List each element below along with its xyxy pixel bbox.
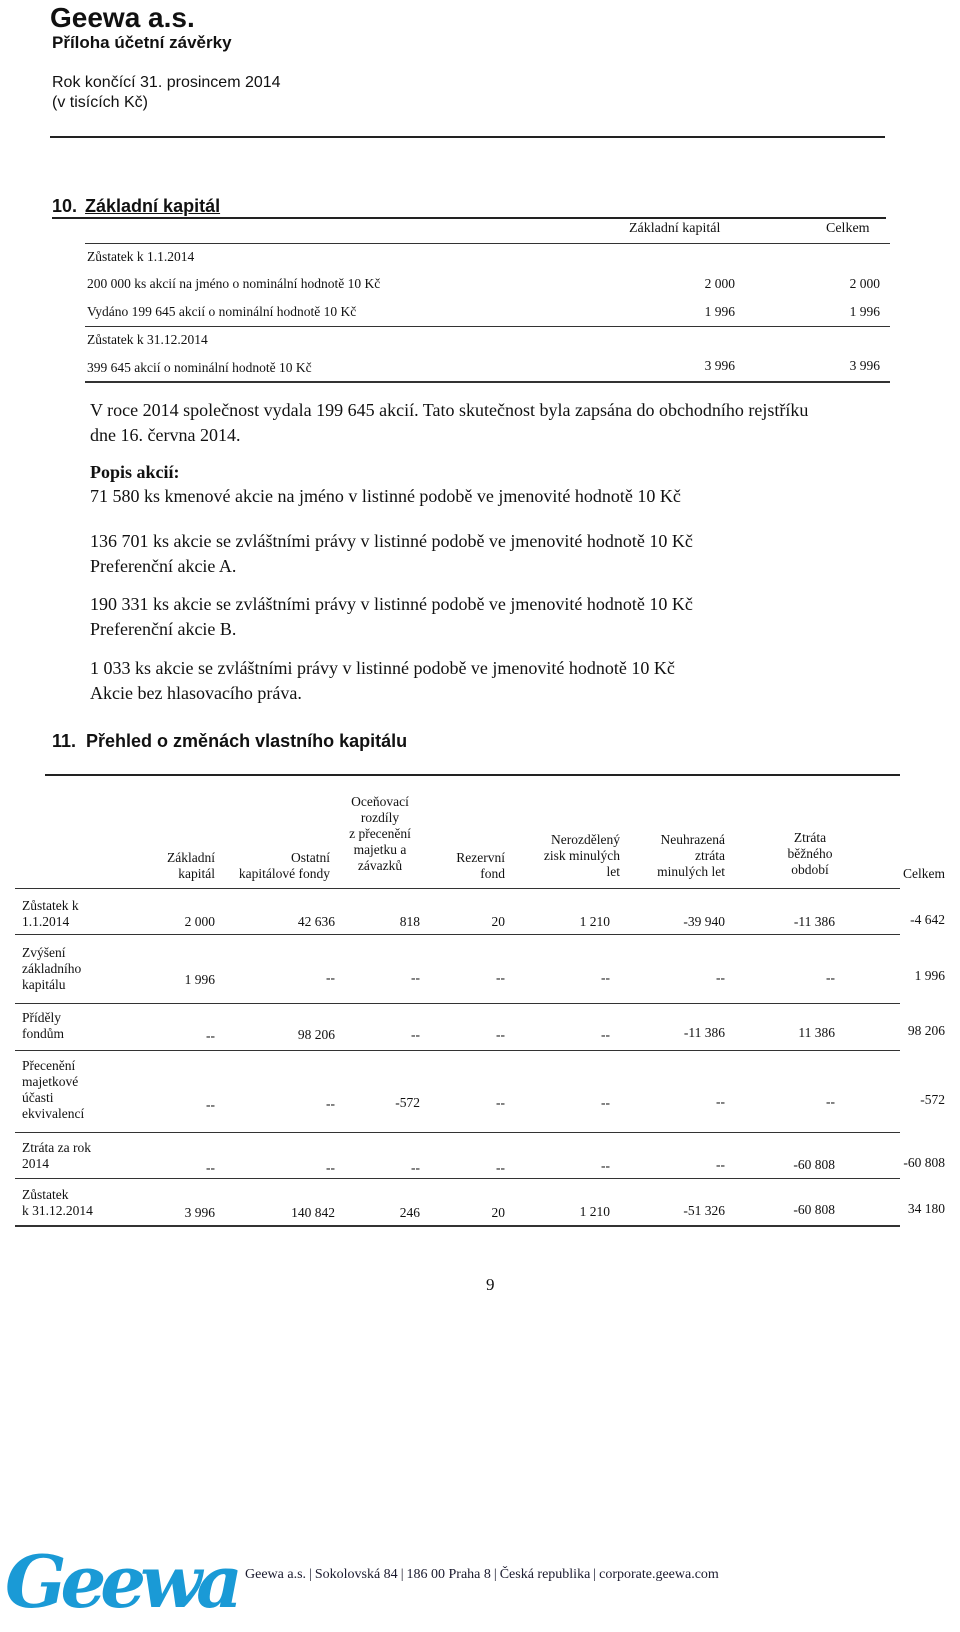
header-line: Základní: [167, 850, 215, 865]
table-cell: --: [411, 1027, 420, 1042]
table-cell: --: [496, 1027, 505, 1042]
col-header-total: Celkem: [826, 221, 870, 236]
label-line: fondům: [22, 1026, 64, 1041]
table-cell: --: [716, 1094, 725, 1109]
table-cell: --: [326, 970, 335, 985]
table-rule: [15, 1003, 900, 1004]
year-line: Rok končící 31. prosincem 2014: [52, 74, 281, 91]
header-line: fond: [480, 866, 505, 881]
text-line: Akcie bez hlasovacího práva.: [90, 683, 302, 703]
table-cell: 42 636: [297, 914, 335, 929]
page-number: 9: [486, 1275, 495, 1294]
table-cell: --: [601, 970, 610, 985]
table-cell: --: [411, 1160, 420, 1175]
table-rule: [15, 1132, 900, 1133]
share-type-3: [90, 592, 890, 642]
text-line: 136 701 ks akcie se zvláštními právy v listinné podobě ve jmenovité hodnotě 10 Kč: [90, 531, 693, 551]
table-rule: [15, 888, 900, 889]
label-line: Příděly: [22, 1010, 61, 1025]
table-cell: 1 210: [579, 914, 610, 929]
label-line: Přecenění: [22, 1058, 76, 1073]
company-name: Geewa a.s.: [50, 2, 195, 33]
row-label: [22, 1140, 91, 1172]
table-row-label: Zůstatek k 31.12.2014: [87, 332, 208, 347]
footer-company: Geewa a.s.: [245, 1567, 307, 1582]
table-cell: 1 996: [704, 304, 735, 319]
shares-description-heading: Popis akcií:: [90, 462, 180, 482]
header-line: kapitálové fondy: [238, 866, 330, 881]
table-cell: 2 000: [704, 276, 735, 291]
table-cell: --: [326, 1096, 335, 1111]
table-rule: [15, 1178, 900, 1179]
table-row-label: 200 000 ks akcií na jméno o nominální hodnotě 10 Kč: [87, 276, 381, 291]
label-line: Zvýšení: [22, 945, 66, 960]
table-row-label: Zůstatek k 1.1.2014: [87, 249, 195, 264]
table-cell: -39 940: [683, 914, 725, 929]
table-cell: --: [601, 1158, 610, 1173]
table-cell: 246: [399, 1205, 420, 1220]
header-line: z přecenění: [349, 826, 411, 841]
table-cell: --: [326, 1160, 335, 1175]
label-line: Ztráta za rok: [22, 1140, 91, 1155]
col-header-share-capital: Základní kapitál: [629, 221, 721, 236]
label-line: kapitálu: [22, 977, 66, 992]
section-title: Základní kapitál: [85, 196, 221, 216]
footer-street: Sokolovská 84: [314, 1567, 398, 1582]
section-10-divider: [52, 217, 886, 219]
table-cell: -11 386: [793, 914, 835, 929]
table-cell: --: [716, 970, 725, 985]
table-rule: [15, 1050, 900, 1051]
header-line: Nerozdělený: [551, 832, 620, 847]
label-line: Zůstatek k: [22, 898, 79, 913]
table-cell: --: [716, 1157, 725, 1172]
table-cell: 2 000: [184, 914, 215, 929]
table-cell: --: [206, 1097, 215, 1112]
col-header: [630, 832, 725, 880]
label-line: ekvivalencí: [22, 1106, 85, 1121]
header-line: rozdíly: [360, 810, 400, 825]
header-line: majetku a: [353, 842, 407, 857]
table-cell: --: [826, 1094, 835, 1109]
header-line: Rezervní: [456, 850, 505, 865]
table-rule: [15, 1225, 900, 1227]
table-cell: 20: [491, 1205, 505, 1220]
logo-wordmark: Geewa: [5, 1539, 237, 1624]
header-line: minulých let: [657, 864, 725, 879]
header-line: kapitál: [178, 866, 215, 881]
table-cell: -60 808: [793, 1202, 835, 1217]
section-title: Přehled o změnách vlastního kapitálu: [86, 731, 408, 751]
label-line: k 31.12.2014: [22, 1203, 93, 1218]
header-line: běžného: [787, 846, 833, 861]
col-header: [515, 832, 620, 880]
header-line: závazků: [357, 858, 403, 873]
section-number: 11.: [52, 731, 77, 751]
row-label: [22, 1010, 64, 1042]
header-line: Neuhrazená: [660, 832, 725, 847]
table-cell: --: [496, 1160, 505, 1175]
col-header: [860, 866, 945, 882]
text-line: Preferenční akcie A.: [90, 556, 237, 576]
text-line: 190 331 ks akcie se zvláštními právy v listinné podobě ve jmenovité hodnotě 10 Kč: [90, 594, 693, 614]
header-line: období: [791, 862, 829, 877]
footer-city: 186 00 Praha 8: [406, 1567, 491, 1582]
text-line: dne 16. června 2014.: [90, 425, 241, 445]
header-line: Ostatní: [291, 850, 330, 865]
row-label: [22, 898, 79, 930]
table-cell: --: [206, 1160, 215, 1175]
table-rule: [85, 326, 890, 327]
table-cell: 98 206: [907, 1023, 945, 1038]
table-row-label: Vydáno 199 645 akcií o nominální hodnotě 10 Kč: [87, 304, 357, 319]
col-header: [220, 850, 330, 882]
col-header: [330, 794, 430, 874]
table-cell: -11 386: [683, 1025, 725, 1040]
table-cell: --: [601, 1027, 610, 1042]
header-line: Celkem: [903, 866, 945, 881]
table-cell: --: [496, 1095, 505, 1110]
section-11-heading: [52, 731, 407, 752]
label-line: 2014: [22, 1156, 49, 1171]
section-10-heading: [52, 196, 220, 217]
section-11-divider: [45, 774, 900, 776]
table-cell: 1 996: [184, 972, 215, 987]
issuance-paragraph: [90, 398, 890, 448]
header-divider: [50, 136, 885, 138]
share-type-1: 71 580 ks kmenové akcie na jméno v listinné podobě ve jmenovité hodnotě 10 Kč: [90, 486, 681, 506]
share-type-2: [90, 529, 890, 579]
text-line: V roce 2014 společnost vydala 199 645 akcií. Tato skutečnost byla zapsána do obchodního rejstříku: [90, 400, 809, 420]
table-cell: 20: [491, 914, 505, 929]
period-info: [52, 73, 281, 113]
table-cell: 1 996: [914, 968, 945, 983]
footer-address: Geewa a.s. | Sokolovská 84 | 186 00 Praha 8 | Česká republika | corporate.geewa.com: [245, 1567, 719, 1582]
col-header: [770, 830, 850, 878]
label-line: majetkové: [22, 1074, 79, 1089]
geewa-logo: [0, 1527, 237, 1632]
units-line: (v tisících Kč): [52, 94, 149, 111]
header-line: let: [606, 864, 620, 879]
table-cell: 3 996: [849, 358, 880, 373]
table-cell: -60 808: [793, 1157, 835, 1172]
col-header: [430, 850, 505, 882]
footer-country: Česká republika: [499, 1567, 591, 1582]
table-rule: [15, 934, 900, 935]
table-cell: 1 210: [579, 1204, 610, 1219]
row-label: [22, 945, 81, 993]
header-line: Oceňovací: [351, 794, 409, 809]
table-cell: 818: [399, 914, 420, 929]
label-line: 1.1.2014: [22, 914, 70, 929]
table-cell: 2 000: [849, 276, 880, 291]
table-cell: --: [206, 1028, 215, 1043]
table-cell: 1 996: [849, 304, 880, 319]
table-cell: --: [411, 970, 420, 985]
table-cell: -572: [395, 1095, 420, 1110]
label-line: Zůstatek: [22, 1187, 69, 1202]
table-cell: 11 386: [798, 1025, 835, 1040]
table-cell: 3 996: [704, 358, 735, 373]
table-cell: 98 206: [297, 1027, 335, 1042]
document-subtitle: Příloha účetní závěrky: [52, 33, 232, 52]
table-cell: --: [496, 970, 505, 985]
table-rule: [85, 243, 890, 244]
header-line: Ztráta: [793, 830, 827, 845]
row-label: [22, 1187, 93, 1219]
row-label: [22, 1058, 84, 1122]
footer-website[interactable]: corporate.geewa.com: [599, 1567, 719, 1582]
table-cell: -572: [920, 1092, 945, 1107]
table-cell: --: [601, 1095, 610, 1110]
label-line: základního: [22, 961, 82, 976]
header-line: zisk minulých: [543, 848, 620, 863]
table-rule: [85, 381, 890, 383]
text-line: Preferenční akcie B.: [90, 619, 237, 639]
section-number: 10.: [52, 196, 78, 216]
col-header: [145, 850, 215, 882]
table-cell: -60 808: [903, 1155, 945, 1170]
share-type-4: [90, 656, 890, 706]
table-cell: 34 180: [907, 1201, 945, 1216]
geewa-logo-graphic: [0, 1527, 237, 1627]
table-row-label: 399 645 akcií o nominální hodnotě 10 Kč: [87, 360, 312, 375]
table-cell: -51 326: [683, 1203, 725, 1218]
table-cell: -4 642: [910, 912, 945, 927]
label-line: účasti: [22, 1090, 54, 1105]
table-cell: --: [826, 970, 835, 985]
text-line: 1 033 ks akcie se zvláštními právy v listinné podobě ve jmenovité hodnotě 10 Kč: [90, 658, 675, 678]
table-cell: 140 842: [291, 1205, 335, 1220]
header-line: ztráta: [695, 848, 725, 863]
table-cell: 3 996: [184, 1205, 215, 1220]
